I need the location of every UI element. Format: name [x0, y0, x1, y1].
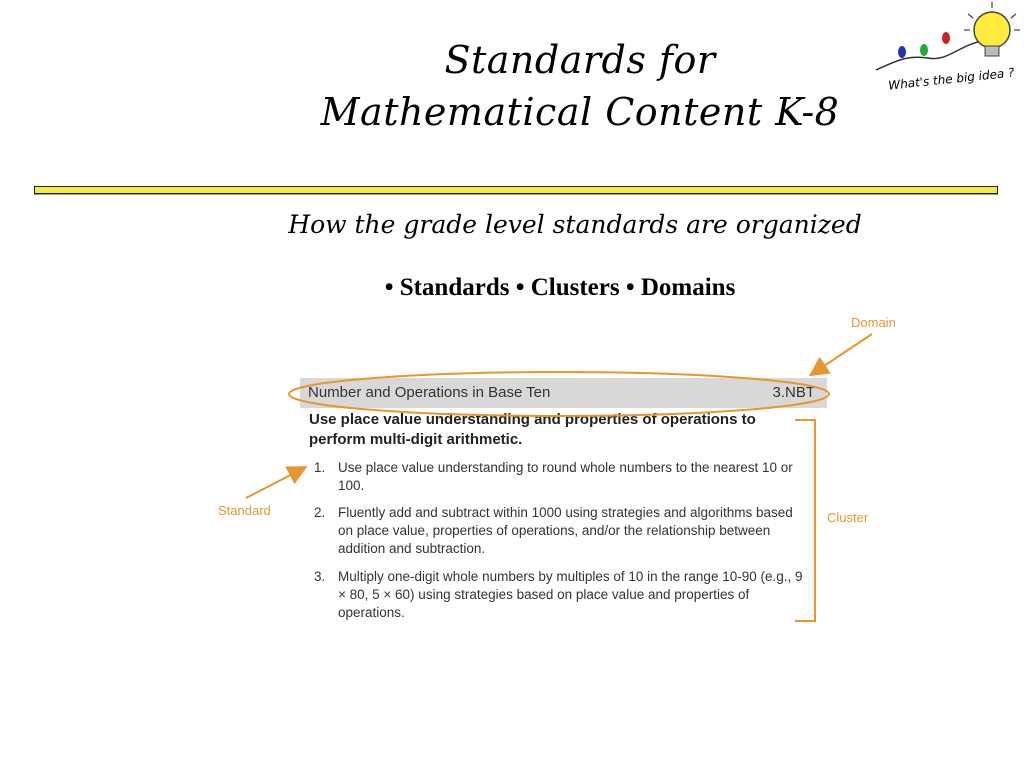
standard-arrow — [246, 468, 304, 498]
title-line-2: Mathematical Content K-8 — [320, 90, 840, 134]
standard-number: 2. — [314, 505, 326, 520]
standard-text: Fluently add and subtract within 1000 using strategies and algorithms based on place value, properties of operations, and/or the relationship between addition and subtraction. — [338, 505, 793, 556]
cluster-heading: Use place value understanding and properties of operations to perform multi-digit arithmetic. — [309, 411, 756, 448]
title-line-1: Standards for — [444, 38, 716, 82]
domain-name: Number and Operations in Base Ten — [308, 384, 551, 401]
domain-code: 3.NBT — [772, 384, 815, 401]
slide-title — [280, 34, 880, 138]
slide-subtitle: How the grade level standards are organized — [288, 210, 862, 239]
domain-label: Domain — [851, 315, 896, 330]
divider-bar — [34, 186, 998, 194]
standard-label: Standard — [218, 503, 271, 518]
standards-figure — [300, 314, 840, 634]
standard-text: Use place value understanding to round whole numbers to the nearest 10 or 100. — [338, 460, 793, 493]
standard-number: 3. — [314, 569, 326, 584]
bullet-list: • Standards • Clusters • Domains — [384, 274, 736, 301]
standard-number: 1. — [314, 460, 326, 475]
domain-band — [300, 378, 827, 408]
cluster-label: Cluster — [827, 510, 869, 525]
logo-text: What's the big idea ? — [887, 65, 1016, 93]
standard-text: Multiply one-digit whole numbers by multiples of 10 in the range 10-90 (e.g., 9 × 80, 5 × 60) using strategies based on place value and properties of operations. — [338, 569, 803, 620]
